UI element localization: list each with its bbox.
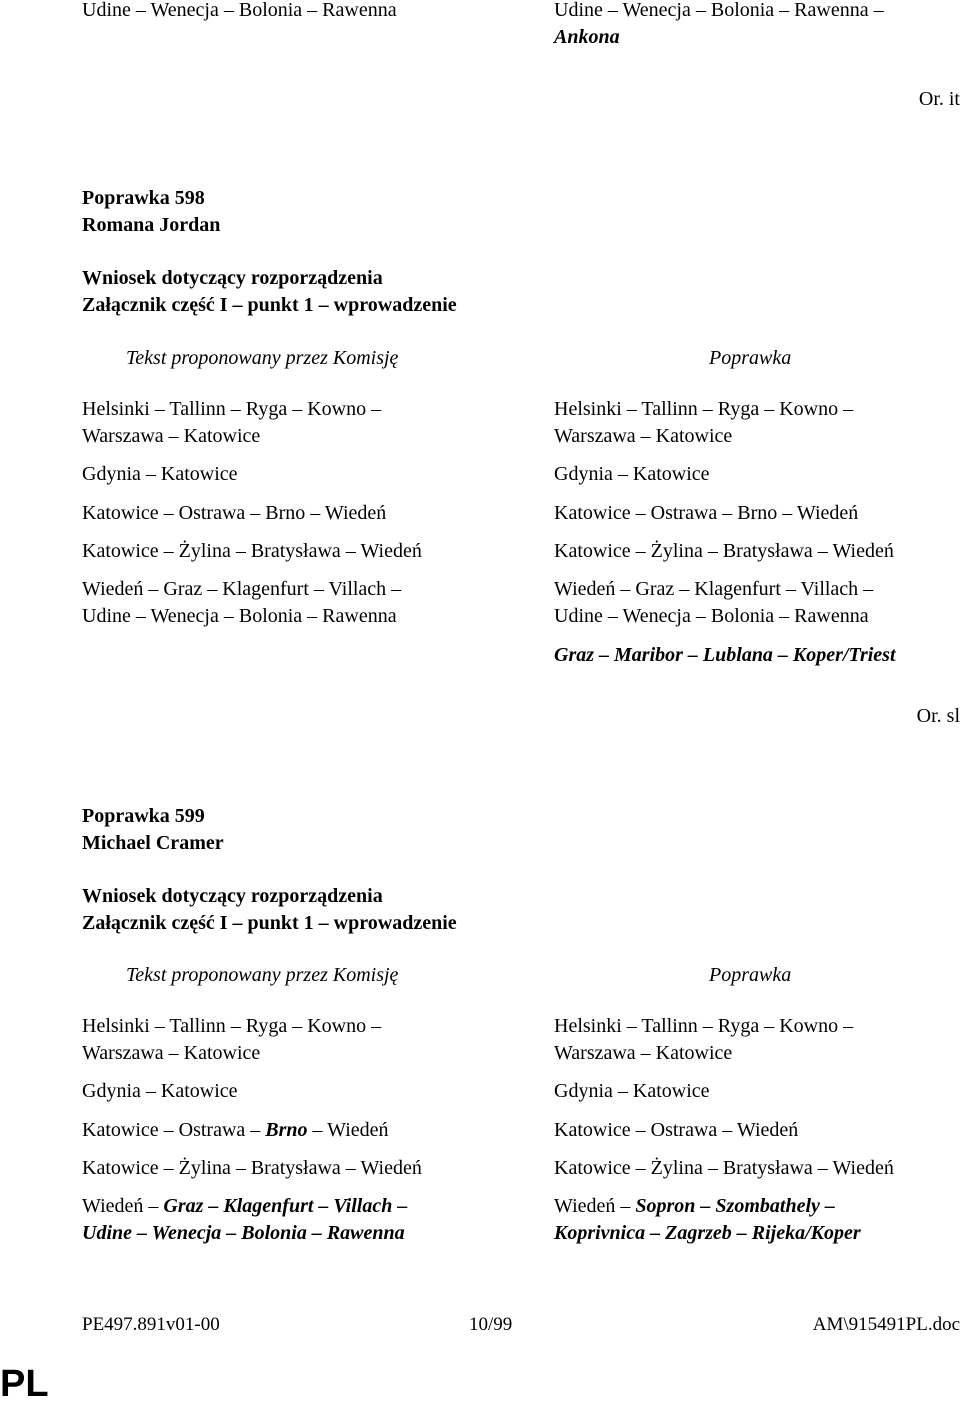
- amendment-599-number: Poprawka 599: [82, 805, 205, 827]
- a599-left-line-4: [82, 1117, 389, 1144]
- footer-doc-ref: PE497.891v01-00: [82, 1314, 220, 1335]
- amendment-599-proposal: Wniosek dotyczący rozporządzenia: [82, 885, 383, 907]
- a598-right-line-6: Wiedeń – Graz – Klagenfurt – Villach –: [554, 578, 874, 600]
- a599-right-line-5: Katowice – Żylina – Bratysława – Wiedeń: [554, 1157, 894, 1179]
- original-language-sl: Or. sl: [916, 705, 960, 727]
- a599-left-line-4-part-3: – Wiedeń: [307, 1119, 389, 1141]
- continuation-left-line: Udine – Wenecja – Bolonia – Rawenna: [82, 0, 397, 21]
- a598-right-line-3: Gdynia – Katowice: [554, 463, 710, 485]
- original-language-it: Or. it: [918, 88, 960, 110]
- a599-right-line-2: Warszawa – Katowice: [554, 1042, 733, 1064]
- footer-file-name: AM\915491PL.doc: [812, 1314, 960, 1335]
- a599-right-line-6: [554, 1193, 835, 1220]
- a598-left-line-4: Katowice – Ostrawa – Brno – Wiedeń: [82, 502, 387, 524]
- a599-left-line-4-part-1: Katowice – Ostrawa –: [82, 1119, 266, 1141]
- amendment-598-number: Poprawka 598: [82, 187, 205, 209]
- a598-right-line-7: Udine – Wenecja – Bolonia – Rawenna: [554, 605, 869, 627]
- amendment-598-left-header: Tekst proponowany przez Komisję: [126, 347, 399, 369]
- continuation-right-line-2: Ankona: [554, 26, 620, 48]
- a598-right-line-1: Helsinki – Tallinn – Ryga – Kowno –: [554, 398, 854, 420]
- footer-page-number: 10/99: [469, 1314, 513, 1335]
- a598-right-line-8-added: Graz – Maribor – Lublana – Koper/Triest: [554, 644, 896, 666]
- amendment-598-right-header: Poprawka: [709, 347, 792, 369]
- a599-left-line-6-part-1: Wiedeń –: [82, 1195, 164, 1217]
- a599-left-line-6-deleted: Graz – Klagenfurt – Villach –: [163, 1195, 408, 1217]
- a599-right-line-6-part-1: Wiedeń –: [554, 1195, 636, 1217]
- a598-left-line-3: Gdynia – Katowice: [82, 463, 238, 485]
- a599-left-line-6: [82, 1193, 407, 1220]
- amendment-599-right-header: Poprawka: [709, 964, 792, 986]
- a599-left-line-2: Warszawa – Katowice: [82, 1042, 261, 1064]
- a599-left-line-5: Katowice – Żylina – Bratysława – Wiedeń: [82, 1157, 422, 1179]
- a598-left-line-6: Wiedeń – Graz – Klagenfurt – Villach –: [82, 578, 402, 600]
- a599-left-line-1: Helsinki – Tallinn – Ryga – Kowno –: [82, 1015, 382, 1037]
- a599-right-line-6-added: Sopron – Szombathely –: [635, 1195, 835, 1217]
- a599-left-line-4-deleted: Brno: [265, 1119, 308, 1141]
- a598-left-line-5: Katowice – Żylina – Bratysława – Wiedeń: [82, 540, 422, 562]
- a598-left-line-7: Udine – Wenecja – Bolonia – Rawenna: [82, 605, 397, 627]
- amendment-598-proposal: Wniosek dotyczący rozporządzenia: [82, 267, 383, 289]
- amendment-599-author: Michael Cramer: [82, 832, 224, 854]
- a598-left-line-1: Helsinki – Tallinn – Ryga – Kowno –: [82, 398, 382, 420]
- amendment-598-reference: Załącznik część I – punkt 1 – wprowadzenie: [82, 294, 457, 316]
- amendment-599-reference: Załącznik część I – punkt 1 – wprowadzenie: [82, 912, 457, 934]
- a599-left-line-3: Gdynia – Katowice: [82, 1080, 238, 1102]
- a599-right-line-3: Gdynia – Katowice: [554, 1080, 710, 1102]
- a598-right-line-2: Warszawa – Katowice: [554, 425, 733, 447]
- a598-right-line-5: Katowice – Żylina – Bratysława – Wiedeń: [554, 540, 894, 562]
- a599-right-line-1: Helsinki – Tallinn – Ryga – Kowno –: [554, 1015, 854, 1037]
- footer-language-code: PL: [0, 1363, 49, 1405]
- a598-left-line-2: Warszawa – Katowice: [82, 425, 261, 447]
- continuation-right-line-1: Udine – Wenecja – Bolonia – Rawenna –: [554, 0, 884, 21]
- amendment-599-left-header: Tekst proponowany przez Komisję: [126, 964, 399, 986]
- amendment-598-author: Romana Jordan: [82, 214, 221, 236]
- a599-left-line-7-deleted: Udine – Wenecja – Bolonia – Rawenna: [82, 1222, 405, 1244]
- a598-right-line-4: Katowice – Ostrawa – Brno – Wiedeń: [554, 502, 859, 524]
- a599-right-line-7-added: Koprivnica – Zagrzeb – Rijeka/Koper: [554, 1222, 861, 1244]
- a599-right-line-4: Katowice – Ostrawa – Wiedeń: [554, 1119, 799, 1141]
